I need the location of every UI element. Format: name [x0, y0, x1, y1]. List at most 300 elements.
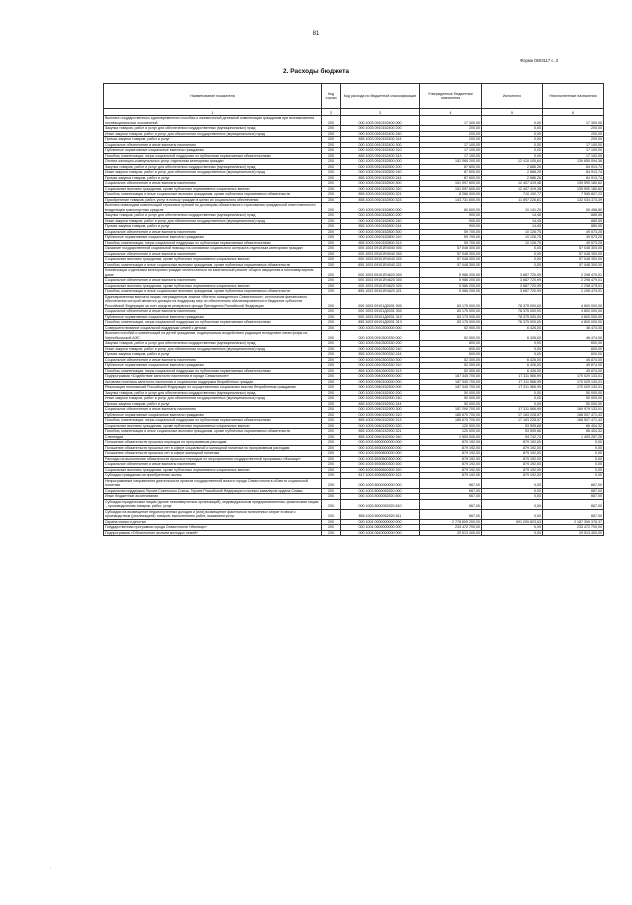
- row-line-code-cell: 200: [322, 357, 341, 363]
- row-budget-code-cell: 000 1003 0910152800 000: [341, 203, 420, 213]
- row-budget-code-cell: 000 1003 0910300330 000: [341, 331, 420, 341]
- row-remaining-cell: 600,00: [543, 341, 604, 347]
- row-name-cell: Иные закупки товаров, работ и услуг для обеспечения государственных (муниципальных) нужд: [104, 131, 322, 137]
- row-line-code-cell: 200: [322, 153, 341, 159]
- row-executed-cell: 53 595,68: [482, 423, 543, 429]
- row-approved-cell: 5 986 200,00: [420, 283, 482, 289]
- row-budget-code-cell: 000 1003 0910300330 310: [341, 363, 420, 369]
- column-header-line-code: Код строки: [322, 84, 341, 109]
- row-line-code-cell: 200: [322, 213, 341, 219]
- row-budget-code-cell: 000 1004 0000000000 000: [341, 519, 420, 525]
- row-name-cell: Социальное обеспечение и иные выплаты населению: [104, 407, 322, 413]
- row-name-cell: Закупка товаров, работ и услуг для обеспечения государственных (муниципальных) нужд: [104, 213, 322, 219]
- row-remaining-cell: 139 590 180,62: [543, 186, 604, 192]
- row-executed-cell: 6 426,00: [482, 325, 543, 331]
- row-remaining-cell: 46 474,00: [543, 331, 604, 341]
- row-name-cell: Иные бюджетные ассигнования: [104, 494, 322, 500]
- row-approved-cell: 667,00: [420, 509, 482, 519]
- row-name-cell: Компенсация отдельным категориям граждан оплаты взноса на капитальный ремонт общего имущества в многоквартирном доме: [104, 268, 322, 278]
- row-name-cell: Погашение обязательств прошлых лет в сфере социальной и жилищной политики по программным расходам: [104, 445, 322, 451]
- row-name-cell: Реализация полномочий Российской Федерации по осуществлению социальных выплат безработным гражданам: [104, 385, 322, 391]
- row-budget-code-cell: 000 1003 0910152500 320: [341, 186, 420, 192]
- row-budget-code-cell: 855 1003 0910152400 244: [341, 137, 420, 143]
- row-line-code-cell: 200: [322, 423, 341, 429]
- row-approved-cell: 52 300,00: [420, 368, 482, 374]
- row-executed-cell: 17 311 566,99: [482, 385, 543, 391]
- row-name-cell: Субсидии гражданам на приобретение жилья: [104, 473, 322, 479]
- row-name-cell: Социальные выплаты гражданам, кроме публичных нормативных социальных выплат: [104, 467, 322, 473]
- row-line-code-cell: 200: [322, 251, 341, 257]
- row-remaining-cell: 2 298 479,01: [543, 289, 604, 295]
- row-remaining-cell: 170 029 133,01: [543, 385, 604, 391]
- row-line-code-cell: 200: [322, 407, 341, 413]
- row-approved-cell: 50 000,00: [420, 390, 482, 396]
- row-budget-code-cell: 000 1003 6900000000 000: [341, 440, 420, 446]
- row-budget-code-cell: 000 1003 0940152900 320: [341, 423, 420, 429]
- row-approved-cell: 200,00: [420, 137, 482, 143]
- row-approved-cell: 187 290 700,00: [420, 407, 482, 413]
- row-budget-code-cell: 000 1003 0910152500 300: [341, 181, 420, 187]
- row-line-code-cell: 200: [322, 341, 341, 347]
- row-line-code-cell: 200: [322, 525, 341, 531]
- row-remaining-cell: 667,00: [543, 488, 604, 494]
- row-remaining-cell: 667,00: [543, 478, 604, 488]
- row-line-code-cell: 200: [322, 390, 341, 396]
- row-approved-cell: 185 670 700,00: [420, 418, 482, 424]
- row-budget-code-cell: 000 1003 09101Д0031 000: [341, 294, 420, 309]
- row-executed-cell: 0,00: [482, 488, 543, 494]
- row-executed-cell: 12 410 105,64: [482, 159, 543, 165]
- row-approved-cell: 17 300,00: [420, 116, 482, 126]
- row-budget-code-cell: 000 1003 8000052520 000: [341, 488, 420, 494]
- row-executed-cell: 0,00: [482, 494, 543, 500]
- row-executed-cell: 78 375 000,00: [482, 294, 543, 309]
- row-budget-code-cell: 000 1003 0910152800 240: [341, 218, 420, 224]
- row-budget-code-cell: 000 1003 0910152500 200: [341, 164, 420, 170]
- row-name-cell: Погашение обязательств прошлых периодов по программным расходам: [104, 440, 322, 446]
- row-remaining-cell: 57 048 300,00: [543, 251, 604, 257]
- row-name-cell: Совершенствование социальной поддержки семей с детьми: [104, 325, 322, 331]
- row-executed-cell: 0,00: [482, 251, 543, 257]
- row-remaining-cell: 57 048 300,00: [543, 257, 604, 263]
- column-number: 1: [104, 109, 322, 116]
- row-executed-cell: 591 209 823,63: [482, 519, 543, 525]
- row-approved-cell: 667,00: [420, 499, 482, 509]
- row-line-code-cell: 200: [322, 268, 341, 278]
- row-remaining-cell: 45 874,00: [543, 368, 604, 374]
- row-remaining-cell: 45 874,00: [543, 363, 604, 369]
- row-remaining-cell: 667,00: [543, 494, 604, 500]
- row-name-cell: Погашение обязательств прошлых лет в сфере жилищной политики: [104, 451, 322, 457]
- row-name-cell: Субсидии на возмещение недополученных доходов и (или) возмещение фактически понесенных затрат в связи с производством (реализацией) товаров, выполнением работ, оказанием услуг: [104, 509, 322, 519]
- row-name-cell: Активная политика занятости населения и социальная поддержка безработных граждан: [104, 379, 322, 385]
- row-line-code-cell: 200: [322, 137, 341, 143]
- row-executed-cell: 0,00: [482, 390, 543, 396]
- row-budget-code-cell: 000 1004 0610000000 000: [341, 530, 420, 536]
- row-executed-cell: 6 426,00: [482, 368, 543, 374]
- row-remaining-cell: 45 874,00: [543, 357, 604, 363]
- row-budget-code-cell: 855 1003 09101R4620 321: [341, 289, 420, 295]
- row-budget-code-cell: 855 1003 09101R4040 321: [341, 262, 420, 268]
- row-executed-cell: 78 375 000,00: [482, 314, 543, 320]
- row-budget-code-cell: 000 1003 6930600000 000: [341, 451, 420, 457]
- row-approved-cell: 17 100,00: [420, 148, 482, 154]
- row-executed-cell: 879 192,00: [482, 451, 543, 457]
- row-line-code-cell: 200: [322, 530, 341, 536]
- row-remaining-cell: 0,00: [543, 440, 604, 446]
- row-name-cell: Прочая закупка товаров, работ и услуг: [104, 352, 322, 358]
- row-approved-cell: 200,00: [420, 126, 482, 132]
- row-budget-code-cell: 000 1003 0910300330 200: [341, 341, 420, 347]
- row-name-cell: Социальная поддержка Героев Советского Союза, Героев Российской Федерации и полных кавалеров ордена Славы: [104, 488, 322, 494]
- row-approved-cell: 879 192,00: [420, 456, 482, 462]
- row-name-cell: Пособия, компенсации, меры социальной поддержки по публичным нормативным обязательствам: [104, 418, 322, 424]
- row-remaining-cell: 4 800 000,00: [543, 294, 604, 309]
- row-executed-cell: 0,00: [482, 246, 543, 252]
- row-line-code-cell: 200: [322, 159, 341, 165]
- row-executed-cell: 0,00: [482, 352, 543, 358]
- row-name-cell: Прочая закупка товаров, работ и услуг: [104, 224, 322, 230]
- row-remaining-cell: 66 404,32: [543, 423, 604, 429]
- row-executed-cell: 3 687 720,99: [482, 289, 543, 295]
- row-name-cell: Закупка товаров, работ и услуг для обеспечения государственных (муниципальных) нужд: [104, 126, 322, 132]
- row-remaining-cell: 0,00: [543, 451, 604, 457]
- column-header-remaining: Неисполненные назначения: [543, 84, 604, 109]
- row-line-code-cell: 200: [322, 379, 341, 385]
- row-budget-code-cell: 000 1003 09101R4040 000: [341, 246, 420, 252]
- row-executed-cell: 0,00: [482, 257, 543, 263]
- row-approved-cell: 57 048 300,00: [420, 246, 482, 252]
- row-name-cell: Оказание государственной социальной помощи на основании социального контракта отдельным категориям граждан: [104, 246, 322, 252]
- row-approved-cell: 900,00: [420, 218, 482, 224]
- row-remaining-cell: 0,00: [543, 467, 604, 473]
- row-approved-cell: 187 340 700,00: [420, 379, 482, 385]
- row-line-code-cell: 200: [322, 235, 341, 241]
- row-executed-cell: 6 426,00: [482, 331, 543, 341]
- row-approved-cell: 143 731 600,00: [420, 197, 482, 203]
- row-executed-cell: 10 126,75: [482, 229, 543, 235]
- row-line-code-cell: 200: [322, 374, 341, 380]
- row-line-code-cell: 200: [322, 197, 341, 203]
- row-executed-cell: 3 687 720,99: [482, 268, 543, 278]
- row-approved-cell: 187 340 700,00: [420, 385, 482, 391]
- row-name-cell: Социальное обеспечение и иные выплаты населению: [104, 462, 322, 468]
- row-approved-cell: 52 900,00: [420, 325, 482, 331]
- row-line-code-cell: 200: [322, 494, 341, 500]
- row-budget-code-cell: 000 1003 8000052520 800: [341, 494, 420, 500]
- row-name-cell: Оплата жилищно-коммунальных услуг отдельным категориям граждан: [104, 159, 322, 165]
- row-remaining-cell: 667,00: [543, 509, 604, 519]
- row-remaining-cell: 169 979 133,01: [543, 407, 604, 413]
- row-remaining-cell: 66 404,32: [543, 429, 604, 435]
- row-executed-cell: 17 311 566,99: [482, 374, 543, 380]
- row-name-cell: Государственная программа города Севастополя «Жилище»: [104, 525, 322, 531]
- row-approved-cell: 233 472 700,00: [420, 525, 482, 531]
- row-budget-code-cell: 000 1003 6930600300 000: [341, 456, 420, 462]
- row-approved-cell: 83 175 000,00: [420, 294, 482, 309]
- row-budget-code-cell: 000 1003 0940152900 300: [341, 407, 420, 413]
- row-budget-code-cell: 855 1003 0940152900 244: [341, 401, 420, 407]
- row-remaining-cell: 4 800 000,00: [543, 320, 604, 326]
- row-budget-code-cell: 000 1003 6930000000 000: [341, 445, 420, 451]
- row-name-cell: Социальное обеспечение и иные выплаты населению: [104, 229, 322, 235]
- row-executed-cell: 78 375 000,00: [482, 309, 543, 315]
- row-remaining-cell: 2 298 479,01: [543, 268, 604, 278]
- row-executed-cell: 879 192,00: [482, 456, 543, 462]
- row-executed-cell: 0,00: [482, 126, 543, 132]
- column-number: 4: [420, 109, 482, 116]
- row-name-cell: Социальное обеспечение и иные выплаты населению: [104, 142, 322, 148]
- table-row: [104, 530, 604, 536]
- row-approved-cell: 900,00: [420, 213, 482, 219]
- row-name-cell: Социальное обеспечение и иные выплаты населению: [104, 278, 322, 284]
- row-executed-cell: 0,00: [482, 478, 543, 488]
- row-executed-cell: 14,45: [482, 224, 543, 230]
- row-remaining-cell: 0,00: [543, 456, 604, 462]
- row-name-cell: Выплата государственного единовременного пособия и ежемесячной денежной компенсации гражданам при возникновении поствакцинальных осложнений: [104, 116, 322, 126]
- row-line-code-cell: 200: [322, 401, 341, 407]
- row-approved-cell: 83 175 000,00: [420, 320, 482, 326]
- row-line-code-cell: 200: [322, 203, 341, 213]
- row-name-cell: Публичные нормативные социальные выплаты гражданам: [104, 412, 322, 418]
- row-remaining-cell: 46 474,00: [543, 325, 604, 331]
- row-line-code-cell: 200: [322, 289, 341, 295]
- row-remaining-cell: 84 913,74: [543, 170, 604, 176]
- row-name-cell: Социальные выплаты гражданам, кроме публичных нормативных социальных выплат: [104, 423, 322, 429]
- row-budget-code-cell: 000 1003 0910152800 300: [341, 229, 420, 235]
- row-name-cell: Иные закупки товаров, работ и услуг для обеспечения государственных (муниципальных) нужд: [104, 218, 322, 224]
- form-label: Форма 0503117 с. 2: [520, 58, 559, 63]
- row-line-code-cell: 200: [322, 509, 341, 519]
- row-name-cell: Пособия, компенсации, меры социальной поддержки по публичным нормативным обязательствам: [104, 240, 322, 246]
- row-name-cell: Публичные нормативные социальные выплаты гражданам: [104, 235, 322, 241]
- row-executed-cell: 10 141,20: [482, 203, 543, 213]
- row-name-cell: Социальные выплаты гражданам, кроме публичных нормативных социальных выплат: [104, 186, 322, 192]
- row-budget-code-cell: 855 1003 0910152500 244: [341, 175, 420, 181]
- row-approved-cell: 1 500 000,00: [420, 434, 482, 440]
- row-approved-cell: 87 600,00: [420, 175, 482, 181]
- row-line-code-cell: 200: [322, 218, 341, 224]
- row-line-code-cell: 200: [322, 181, 341, 187]
- row-approved-cell: 83 175 000,00: [420, 314, 482, 320]
- row-remaining-cell: 49 573,25: [543, 229, 604, 235]
- row-approved-cell: 600,00: [420, 346, 482, 352]
- row-approved-cell: 600,00: [420, 341, 482, 347]
- row-budget-code-cell: 000 1003 0940152900 240: [341, 396, 420, 402]
- row-line-code-cell: 200: [322, 499, 341, 509]
- row-remaining-cell: 2 298 479,01: [543, 278, 604, 284]
- column-number: 3: [341, 109, 420, 116]
- row-line-code-cell: 200: [322, 462, 341, 468]
- row-budget-code-cell: 000 1003 0910152400 310: [341, 148, 420, 154]
- table-body: [104, 116, 604, 536]
- row-line-code-cell: 200: [322, 175, 341, 181]
- row-name-cell: Социальное обеспечение и иные выплаты населению: [104, 181, 322, 187]
- row-approved-cell: 667,00: [420, 478, 482, 488]
- column-number: 2: [322, 109, 341, 116]
- row-approved-cell: 879 192,00: [420, 473, 482, 479]
- row-line-code-cell: 200: [322, 192, 341, 198]
- row-line-code-cell: 200: [322, 429, 341, 435]
- row-budget-code-cell: 000 1003 0910152500 000: [341, 159, 420, 165]
- row-budget-code-cell: 000 1003 0910152400 240: [341, 131, 420, 137]
- row-executed-cell: 0,00: [482, 341, 543, 347]
- row-name-cell: Приобретение товаров, работ, услуг в пользу граждан в целях их социального обеспечения: [104, 197, 322, 203]
- row-name-cell: Пособия, компенсации, меры социальной поддержки по публичным нормативным обязательствам: [104, 320, 322, 326]
- row-line-code-cell: 200: [322, 278, 341, 284]
- row-approved-cell: 52 900,00: [420, 331, 482, 341]
- row-approved-cell: 151 997 600,00: [420, 181, 482, 187]
- row-approved-cell: 57 048 300,00: [420, 262, 482, 268]
- row-remaining-cell: 84 913,74: [543, 175, 604, 181]
- row-approved-cell: 187 340 700,00: [420, 374, 482, 380]
- row-name-cell: Подпрограмма «Обеспечение жильем молодых семей»: [104, 530, 322, 536]
- row-budget-code-cell: 817 1003 6930600300 322: [341, 473, 420, 479]
- row-remaining-cell: 49 573,25: [543, 240, 604, 246]
- row-approved-cell: 152 065 200,00: [420, 159, 482, 165]
- row-budget-code-cell: 855 1003 0910300330 244: [341, 352, 420, 358]
- row-name-cell: Пособия, компенсации, меры социальной поддержки по публичным нормативным обязательствам: [104, 368, 322, 374]
- row-executed-cell: 0,00: [482, 262, 543, 268]
- row-name-cell: Пособия, компенсации и иные социальные выплаты гражданам, кроме публичных нормативных обязательств: [104, 262, 322, 268]
- row-budget-code-cell: 000 1003 0910300330 300: [341, 357, 420, 363]
- row-budget-code-cell: 855 1003 0910152400 313: [341, 153, 420, 159]
- row-name-cell: Выплата инвалидам компенсаций страховых премий по договорам обязательного страхования гражданской ответственности владельцев транспортных средств: [104, 203, 322, 213]
- row-budget-code-cell: 000 1003 0940100000 000: [341, 379, 420, 385]
- row-line-code-cell: 200: [322, 385, 341, 391]
- row-name-cell: Публичные нормативные социальные выплаты гражданам: [104, 363, 322, 369]
- row-executed-cell: 3 687 720,99: [482, 278, 543, 284]
- row-executed-cell: 10 126,75: [482, 240, 543, 246]
- row-budget-code-cell: 000 1003 8000000000 000: [341, 478, 420, 488]
- row-approved-cell: 29 513 400,00: [420, 530, 482, 536]
- row-executed-cell: 53 595,68: [482, 429, 543, 435]
- row-line-code-cell: 200: [322, 186, 341, 192]
- row-remaining-cell: 4 800 000,00: [543, 309, 604, 315]
- row-budget-code-cell: 000 1003 09101Д0031 310: [341, 314, 420, 320]
- row-budget-code-cell: 855 1003 0910152500 321: [341, 192, 420, 198]
- row-remaining-cell: 17 100,00: [543, 142, 604, 148]
- row-budget-code-cell: 000 1003 0910300330 240: [341, 346, 420, 352]
- row-line-code-cell: 200: [322, 325, 341, 331]
- row-executed-cell: 879 192,00: [482, 440, 543, 446]
- row-name-cell: Прочая закупка товаров, работ и услуг: [104, 175, 322, 181]
- row-approved-cell: 83 175 000,00: [420, 309, 482, 315]
- row-remaining-cell: 132 034 373,39: [543, 197, 604, 203]
- row-remaining-cell: 0,00: [543, 445, 604, 451]
- row-line-code-cell: 200: [322, 224, 341, 230]
- table-header-row: [104, 84, 604, 109]
- row-line-code-cell: 200: [322, 294, 341, 309]
- row-executed-cell: 6 426,00: [482, 363, 543, 369]
- row-executed-cell: 879 192,00: [482, 473, 543, 479]
- row-budget-code-cell: 000 1003 09101R4040 320: [341, 257, 420, 263]
- row-approved-cell: 50 000,00: [420, 401, 482, 407]
- row-remaining-cell: 170 029 133,01: [543, 374, 604, 380]
- row-executed-cell: 0,00: [482, 148, 543, 154]
- row-budget-code-cell: 855 1003 0940152900 313: [341, 418, 420, 424]
- row-executed-cell: 0,00: [482, 131, 543, 137]
- row-remaining-cell: 200,00: [543, 137, 604, 143]
- row-line-code-cell: 200: [322, 262, 341, 268]
- row-approved-cell: 59 700,00: [420, 229, 482, 235]
- table-row: [104, 499, 604, 509]
- row-approved-cell: 879 192,00: [420, 467, 482, 473]
- row-budget-code-cell: 000 1003 6930600300 300: [341, 462, 420, 468]
- row-budget-code-cell: 000 1003 0940152900 000: [341, 385, 420, 391]
- row-budget-code-cell: 855 1003 0910300330 313: [341, 368, 420, 374]
- column-header-executed: Исполнено: [482, 84, 543, 109]
- row-line-code-cell: 200: [322, 116, 341, 126]
- row-approved-cell: 5 986 200,00: [420, 289, 482, 295]
- row-line-code-cell: 200: [322, 418, 341, 424]
- row-executed-cell: 2 686,26: [482, 175, 543, 181]
- row-executed-cell: 0,00: [482, 142, 543, 148]
- row-remaining-cell: 200,00: [543, 131, 604, 137]
- row-approved-cell: 900,00: [420, 224, 482, 230]
- row-executed-cell: 0,00: [482, 401, 543, 407]
- row-approved-cell: 57 048 300,00: [420, 251, 482, 257]
- row-approved-cell: 667,00: [420, 488, 482, 494]
- row-remaining-cell: 57 048 300,00: [543, 246, 604, 252]
- row-executed-cell: 879 192,00: [482, 462, 543, 468]
- row-approved-cell: 60 600,00: [420, 203, 482, 213]
- row-remaining-cell: 7 555 807,23: [543, 192, 604, 198]
- row-name-cell: Субсидии юридическим лицам (кроме некоммерческих организаций), индивидуальным предпринимателям, физическим лицам – производителям товаров, работ, услуг: [104, 499, 322, 509]
- row-line-code-cell: 200: [322, 257, 341, 263]
- row-line-code-cell: 200: [322, 467, 341, 473]
- column-number: 6: [543, 109, 604, 116]
- row-remaining-cell: 600,00: [543, 352, 604, 358]
- row-approved-cell: 50 000,00: [420, 396, 482, 402]
- row-budget-code-cell: 855 1003 0910152800 244: [341, 224, 420, 230]
- row-line-code-cell: 200: [322, 331, 341, 341]
- row-line-code-cell: 200: [322, 478, 341, 488]
- row-line-code-cell: 200: [322, 170, 341, 176]
- row-approved-cell: 200,00: [420, 131, 482, 137]
- row-remaining-cell: 170 029 133,01: [543, 379, 604, 385]
- row-line-code-cell: 200: [322, 456, 341, 462]
- row-remaining-cell: 50 000,00: [543, 401, 604, 407]
- row-line-code-cell: 200: [322, 314, 341, 320]
- row-name-cell: Закупка товаров, работ и услуг для обеспечения государственных (муниципальных) нужд: [104, 164, 322, 170]
- row-line-code-cell: 200: [322, 309, 341, 315]
- row-remaining-cell: 885,55: [543, 218, 604, 224]
- row-remaining-cell: 200,00: [543, 126, 604, 132]
- margin-mark: ·: [50, 866, 52, 871]
- row-line-code-cell: 200: [322, 451, 341, 457]
- row-approved-cell: 151 997 600,00: [420, 186, 482, 192]
- row-approved-cell: 5 986 200,00: [420, 268, 482, 278]
- table-row: [104, 203, 604, 213]
- table-row: [104, 478, 604, 488]
- row-budget-code-cell: 855 1003 8000052520 811: [341, 509, 420, 519]
- row-executed-cell: 0,00: [482, 346, 543, 352]
- row-approved-cell: 17 100,00: [420, 142, 482, 148]
- row-name-cell: Пособия, компенсации и иные социальные выплаты гражданам, кроме публичных нормативных обязательств: [104, 192, 322, 198]
- row-remaining-cell: 2 187 399 376,37: [543, 519, 604, 525]
- row-name-cell: Подпрограмма «Содействие занятости населения в городе Севастополе»: [104, 374, 322, 380]
- row-budget-code-cell: 000 1003 0910152400 000: [341, 116, 420, 126]
- row-executed-cell: 14,45: [482, 213, 543, 219]
- row-budget-code-cell: 000 1003 0910152400 200: [341, 126, 420, 132]
- row-line-code-cell: 200: [322, 240, 341, 246]
- row-line-code-cell: 200: [322, 445, 341, 451]
- row-name-cell: Социальное обеспечение и иные выплаты населению: [104, 309, 322, 315]
- budget-expenditure-table: [103, 83, 604, 536]
- row-remaining-cell: 667,00: [543, 499, 604, 509]
- row-name-cell: Иные закупки товаров, работ и услуг для обеспечения государственных (муниципальных) нужд: [104, 346, 322, 352]
